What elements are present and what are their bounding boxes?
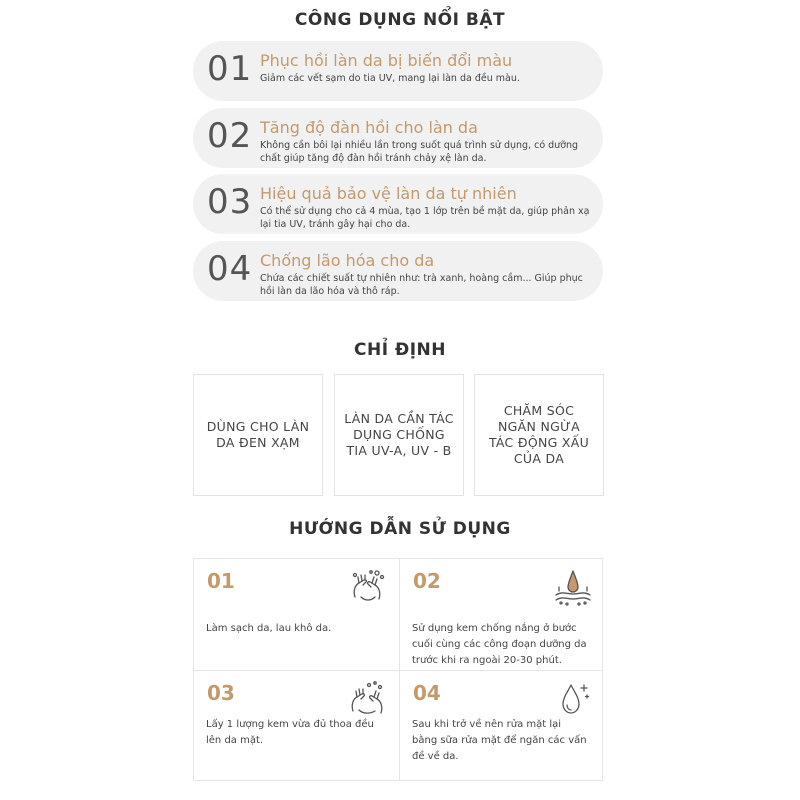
benefits-title: CÔNG DỤNG NỔI BẬT: [294, 10, 506, 30]
benefit-number: 01: [207, 49, 253, 89]
step-number: 02: [413, 569, 441, 593]
indication-text: DÙNG CHO LÀN DA ĐEN XẠM: [206, 419, 310, 450]
usage-step-4: [400, 671, 605, 782]
benefit-description: Giảm các vết sạm do tia UV, mang lại làn da đều màu.: [260, 73, 520, 84]
indication-box-3: [474, 374, 604, 496]
benefit-heading: Phục hồi làn da bị biến đổi màu: [260, 51, 513, 70]
step-text: Sau khi trở về nên rửa mặt lại bằng sữa rửa mặt để ngăn các vấn đề về da.: [412, 719, 587, 762]
indication-text: CHĂM SÓC NGĂN NGỪA TÁC ĐỘNG XẤU CỦA DA: [488, 403, 590, 466]
benefit-description: Không cần bôi lại nhiều lần trong suốt quá trình sử dụng, có dưỡng chất giúp tăng độ đàn hồi tránh chảy xệ làn da.: [260, 140, 579, 164]
usage-title: HƯỚNG DẪN SỬ DỤNG: [289, 519, 511, 539]
step-number: 04: [413, 681, 441, 705]
usage-grid: [193, 558, 603, 781]
benefit-item-4: [193, 241, 603, 301]
usage-step-1: [194, 559, 399, 670]
benefit-heading: Tăng độ đàn hồi cho làn da: [260, 118, 478, 137]
applying-cream-icon: [347, 679, 387, 719]
step-number: 01: [207, 569, 235, 593]
benefit-heading: Chống lão hóa cho da: [260, 251, 435, 270]
skin-layer-icon: [553, 567, 593, 607]
usage-step-2: [400, 559, 605, 670]
indication-box-1: [193, 374, 323, 496]
benefit-item-2: [193, 108, 603, 168]
indications-title: CHỈ ĐỊNH: [354, 340, 446, 360]
water-drop-icon: [553, 679, 593, 719]
indication-box-2: [334, 374, 464, 496]
benefit-number: 03: [207, 182, 253, 222]
benefit-description: Chứa các chiết suất tự nhiên như: trà xanh, hoàng cầm... Giúp phục hồi làn da lão hóa và thô ráp.: [260, 273, 583, 297]
usage-step-3: [194, 671, 399, 782]
indication-text: LÀN DA CẦN TÁC DỤNG CHỐNG TIA UV-A, UV - B: [344, 411, 454, 458]
benefit-number: 02: [207, 116, 253, 156]
benefit-heading: Hiệu quả bảo vệ làn da tự nhiên: [260, 184, 517, 203]
step-number: 03: [207, 681, 235, 705]
benefit-item-1: [193, 41, 603, 101]
benefit-item-3: [193, 174, 603, 234]
benefit-description: Có thể sử dụng cho cả 4 mùa, tạo 1 lớp trên bề mặt da, giúp phản xạ lại tia UV, tránh gây hại cho da.: [260, 206, 590, 230]
step-text: Sử dụng kem chống nắng ở bước cuối cùng các công đoạn dưỡng da trước khi ra ngoài 20-30 phút.: [412, 623, 587, 666]
washing-hands-icon: [347, 567, 387, 607]
step-text: Làm sạch da, lau khô da.: [206, 623, 332, 634]
benefit-number: 04: [207, 249, 253, 289]
step-text: Lấy 1 lượng kem vừa đủ thoa đều lên da mặt.: [206, 719, 374, 746]
